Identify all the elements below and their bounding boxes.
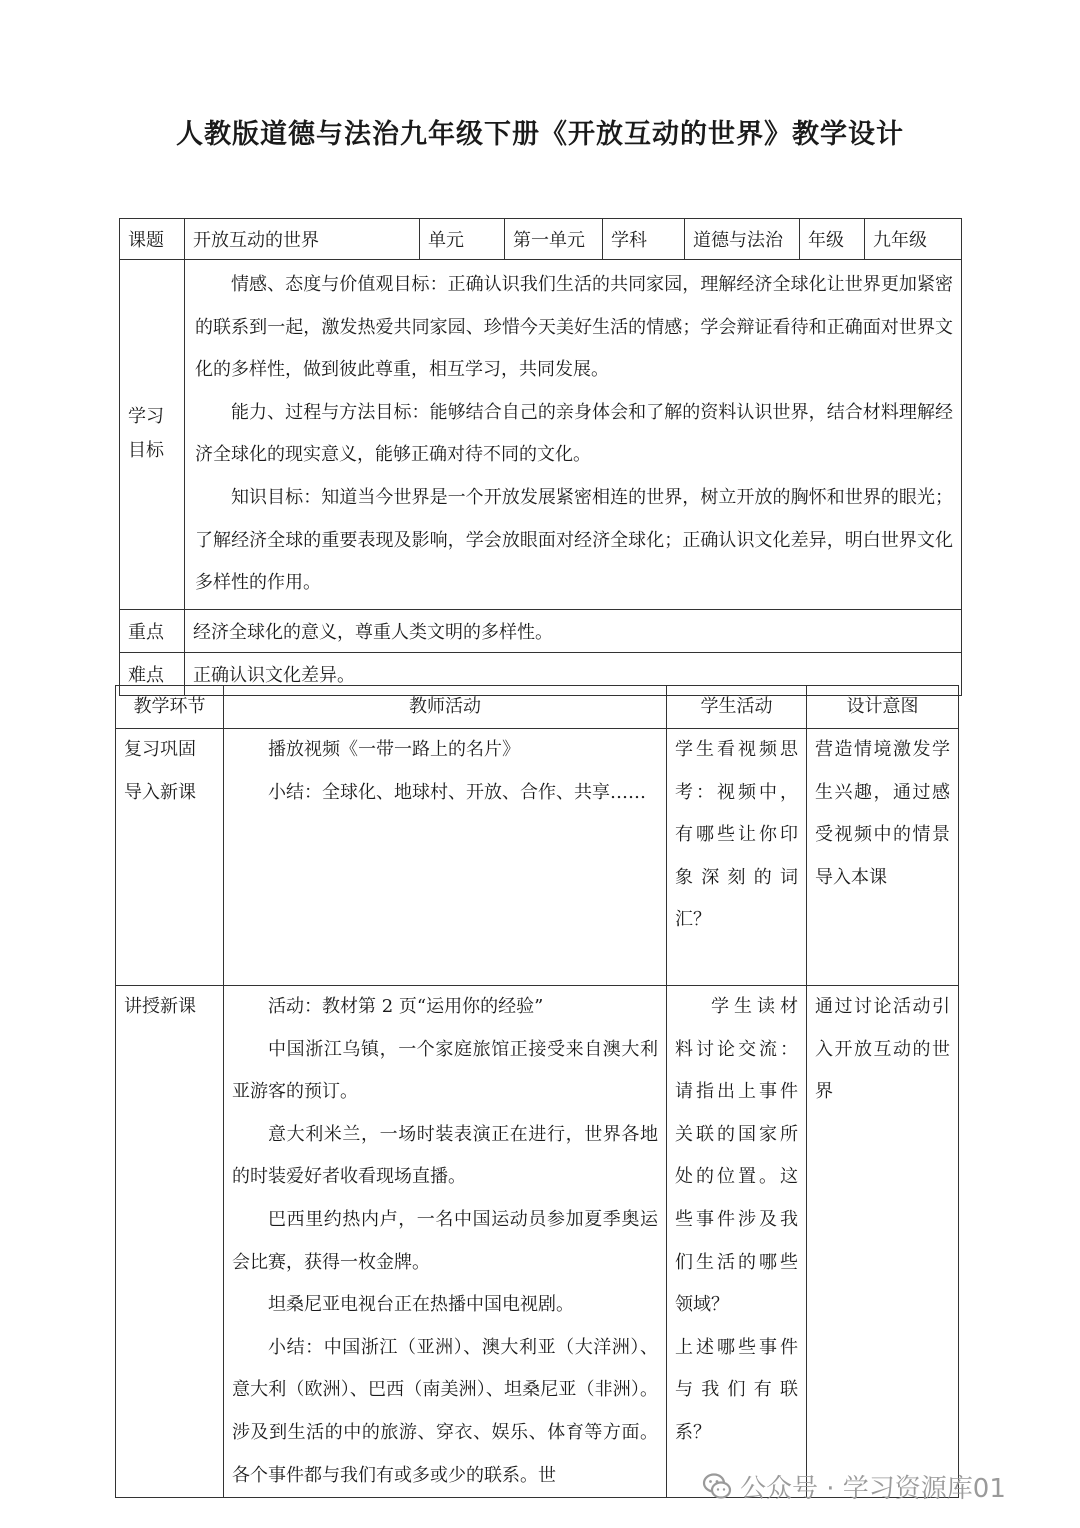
teacher-paragraph: 播放视频《一带一路上的名片》	[268, 739, 520, 760]
objectives-row	[120, 260, 962, 610]
design-intent-cell	[807, 986, 959, 1498]
student-paragraph: 学生看视频思考：视频中，有哪些让你印象深刻的词汇？	[675, 739, 798, 931]
design-intent-cell	[807, 729, 959, 986]
grade-value: 九年级	[865, 219, 962, 260]
key-point-text: 经济全球化的意义，尊重人类文明的多样性。	[185, 609, 962, 652]
course-info-table	[119, 218, 962, 696]
header-teacher: 教师活动	[224, 686, 667, 729]
subject-value: 道德与法治	[685, 219, 800, 260]
topic-label: 课题	[120, 219, 185, 260]
header-stage: 教学环节	[116, 686, 224, 729]
header-intent: 设计意图	[807, 686, 959, 729]
teacher-paragraph: 小结：中国浙江（亚洲）、澳大利亚（大洋洲）、意大利（欧洲）、巴西（南美洲）、坦桑尼亚（非洲）。涉及到生活的中的旅游、穿衣、娱乐、体育等方面。各个事件都与我们有或多或少的联系。世	[232, 1336, 658, 1486]
intent-paragraph: 通过讨论活动引入开放互动的世界	[815, 996, 950, 1103]
teacher-paragraph: 坦桑尼亚电视台正在热播中国电视剧。	[268, 1294, 574, 1316]
objectives-label-line2: 目标	[128, 440, 164, 462]
objective-paragraph: 能力、过程与方法目标：能够结合自己的亲身体会和了解的资料认识世界，结合材料理解经济全球化的现实意义，能够正确对待不同的文化。	[195, 401, 953, 466]
watermark-text: 公众号 · 学习资源库01	[740, 1473, 1006, 1504]
stage-cell	[116, 986, 224, 1498]
student-paragraph: 上述哪些事件与我们有联系？	[675, 1336, 798, 1443]
info-row	[120, 219, 962, 260]
objectives-label	[120, 260, 185, 610]
key-point-label: 重点	[120, 609, 185, 652]
teacher-activity-cell	[224, 729, 667, 986]
teacher-activity-cell	[224, 986, 667, 1498]
teaching-process-table	[115, 685, 959, 1498]
teacher-paragraph: 活动：教材第 2 页“运用你的经验”	[268, 996, 544, 1017]
student-activity-cell	[667, 986, 807, 1498]
wechat-icon	[702, 1471, 732, 1501]
teacher-paragraph: 意大利米兰，一场时装表演正在进行，世界各地的时装爱好者收看现场直播。	[232, 1123, 658, 1188]
stage-line: 复习巩固	[124, 739, 196, 760]
student-activity-cell	[667, 729, 807, 986]
grade-label: 年级	[800, 219, 865, 260]
watermark	[702, 1468, 1006, 1504]
subject-label: 学科	[603, 219, 685, 260]
stage-line: 导入新课	[124, 781, 196, 803]
teacher-paragraph: 小结：全球化、地球村、开放、合作、共享……	[268, 781, 646, 803]
objective-paragraph: 知识目标：知道当今世界是一个开放发展紧密相连的世界，树立开放的胸怀和世界的眼光；了解经济全球的重要表现及影响，学会放眼面对经济全球化；正确认识文化差异，明白世界文化多样性的作用。	[195, 486, 953, 594]
intent-paragraph: 营造情境激发学生兴趣，通过感受视频中的情景导入本课	[815, 739, 950, 888]
document-title: 人教版道德与法治九年级下册《开放互动的世界》教学设计	[176, 119, 904, 150]
process-row	[116, 986, 959, 1498]
topic-value: 开放互动的世界	[185, 219, 420, 260]
difficulty-label: 难点	[120, 652, 185, 695]
process-row	[116, 729, 959, 986]
objectives-content	[185, 260, 962, 610]
student-paragraph: 学生读材料讨论交流：请指出上事件关联的国家所处的位置。这些事件涉及我们生活的哪些领域？	[675, 996, 798, 1316]
key-point-row	[120, 609, 962, 652]
header-student: 学生活动	[667, 686, 807, 729]
stage-line: 讲授新课	[124, 996, 196, 1017]
unit-value: 第一单元	[505, 219, 603, 260]
objective-paragraph: 情感、态度与价值观目标：正确认识我们生活的共同家园，理解经济全球化让世界更加紧密的联系到一起，激发热爱共同家园、珍惜今天美好生活的情感；学会辩证看待和正确面对世界文化的多样性，做到彼此尊重，相互学习，共同发展。	[195, 274, 953, 381]
stage-cell	[116, 729, 224, 986]
difficulty-text: 正确认识文化差异。	[185, 652, 962, 695]
teacher-paragraph: 巴西里约热内卢，一名中国运动员参加夏季奥运会比赛，获得一枚金牌。	[232, 1208, 658, 1273]
process-header-row	[116, 686, 959, 729]
objectives-label-line1: 学习	[128, 406, 164, 428]
unit-label: 单元	[420, 219, 505, 260]
teacher-paragraph: 中国浙江乌镇，一个家庭旅馆正接受来自澳大利亚游客的预订。	[232, 1038, 658, 1103]
